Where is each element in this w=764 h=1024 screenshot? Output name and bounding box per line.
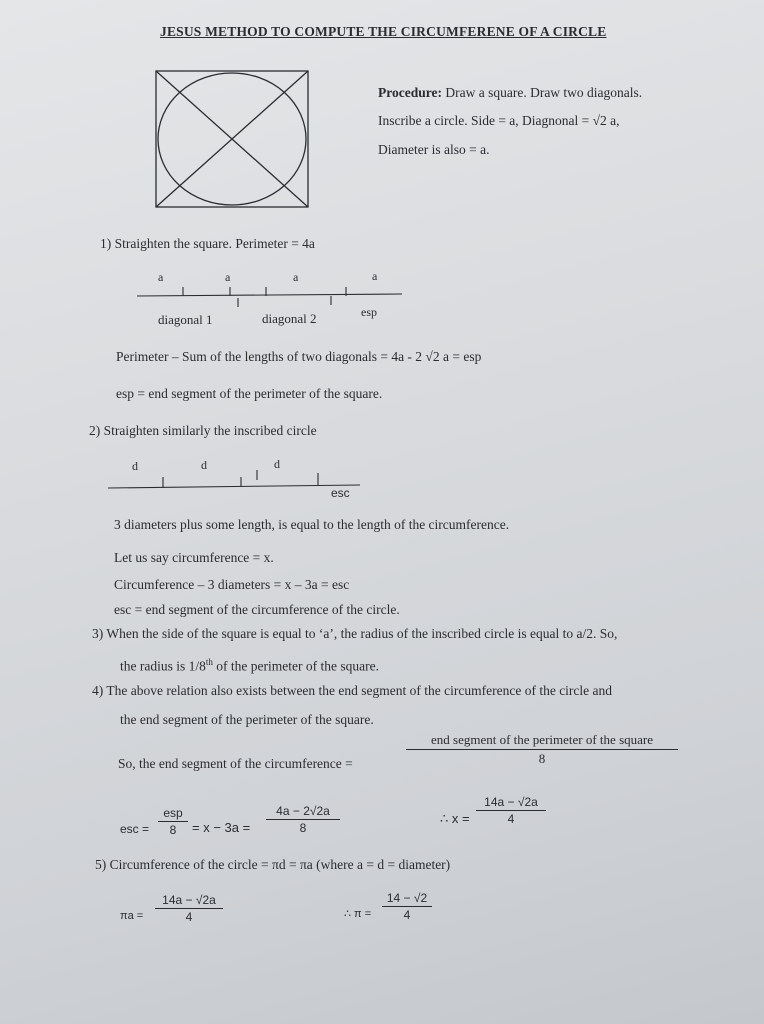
esp-label: esp: [361, 305, 377, 319]
segment-label-a-1: a: [158, 270, 164, 284]
esc-equation-lhs: esc =: [120, 822, 150, 836]
step-2-heading: 2) Straighten similarly the inscribed circle: [89, 423, 317, 438]
step-4-line-1: 4) The above relation also exists between the end segment of the circumference of the circle and: [92, 683, 613, 698]
segment-label-a-3: a: [293, 270, 299, 284]
mid-fraction-denominator: 8: [299, 821, 307, 835]
step-4-so-text: So, the end segment of the circumference =: [118, 756, 353, 771]
pi-fraction-denominator: 4: [403, 908, 411, 922]
step-2-line-3: Circumference – 3 diameters = x – 3a = esc: [114, 577, 350, 592]
step-2-line-1: 3 diameters plus some length, is equal to the length of the circumference.: [114, 517, 510, 532]
segment-label-a-2: a: [225, 270, 231, 284]
square-perimeter-line: [137, 287, 402, 307]
esc-label: esc: [331, 486, 350, 500]
step-2-line-4: esc = end segment of the circumference of the circle.: [114, 602, 400, 617]
esc-fraction-denominator: 8: [169, 823, 177, 837]
x-fraction-denominator: 4: [507, 812, 515, 826]
step-3-superscript: th: [205, 657, 213, 667]
diagonal-2-label: diagonal 2: [262, 311, 317, 326]
segment-label-d-2: d: [201, 458, 207, 472]
segment-label-d-3: d: [274, 457, 280, 471]
x-fraction-numerator: 14a − √2a: [484, 795, 538, 809]
step-3-line-1: 3) When the side of the square is equal to ‘a’, the radius of the inscribed circle is equal to a/2. So,: [92, 626, 618, 641]
step-4-fraction: [406, 732, 678, 767]
step-3-line-2-b: of the perimeter of the square.: [212, 658, 379, 674]
therefore-pi-lhs: ∴ π =: [344, 908, 372, 920]
esc-fraction-numerator: esp: [163, 806, 183, 820]
mid-fraction-numerator: 4a − 2√2a: [276, 804, 330, 818]
x-minus-3a-equation: = x − 3a =: [192, 820, 251, 835]
step-4-fraction-numerator: end segment of the perimeter of the square: [431, 732, 653, 747]
square-circle-figure: [156, 71, 308, 207]
step-4-line-2: the end segment of the perimeter of the square.: [120, 712, 374, 727]
procedure-label: Procedure:: [378, 85, 442, 100]
procedure-line-3: Diameter is also = a.: [378, 142, 490, 157]
step-1-heading: 1) Straighten the square. Perimeter = 4a: [100, 236, 315, 251]
pi-fraction: [382, 891, 432, 922]
step-5-line: 5) Circumference of the circle = πd = πa (where a = d = diameter): [95, 857, 451, 872]
pi-a-fraction-numerator: 14a − √2a: [162, 893, 216, 907]
therefore-x-lhs: ∴ x =: [440, 811, 470, 826]
segment-label-a-4: a: [372, 269, 378, 283]
mid-fraction: [266, 804, 340, 835]
segment-label-d-1: d: [132, 459, 138, 473]
x-fraction: [476, 795, 546, 826]
step-2-line-2: Let us say circumference = x.: [114, 550, 274, 565]
step-3-line-2: [120, 657, 379, 675]
step-4-fraction-denominator: 8: [538, 751, 546, 766]
perimeter-equation: Perimeter – Sum of the lengths of two diagonals = 4a - 2 √2 a = esp: [116, 349, 482, 364]
procedure-line-1-text: Draw a square. Draw two diagonals.: [445, 85, 643, 100]
document-title: JESUS METHOD TO COMPUTE THE CIRCUMFERENE OF A CIRCLE: [160, 24, 607, 39]
pi-a-fraction: [155, 893, 223, 924]
pi-a-fraction-denominator: 4: [185, 910, 193, 924]
procedure-line-1: [378, 85, 642, 101]
pi-fraction-numerator: 14 − √2: [386, 891, 428, 905]
diagonal-1-label: diagonal 1: [158, 312, 213, 327]
esp-definition: esp = end segment of the perimeter of the square.: [116, 386, 383, 401]
step-3-line-2-a: the radius is 1/8: [120, 658, 206, 674]
procedure-line-2: Inscribe a circle. Side = a, Diagnonal = √2 a,: [378, 113, 620, 128]
circle-circumference-line: [108, 470, 360, 488]
pi-a-lhs: πa =: [120, 910, 144, 922]
esc-fraction: [158, 806, 188, 837]
